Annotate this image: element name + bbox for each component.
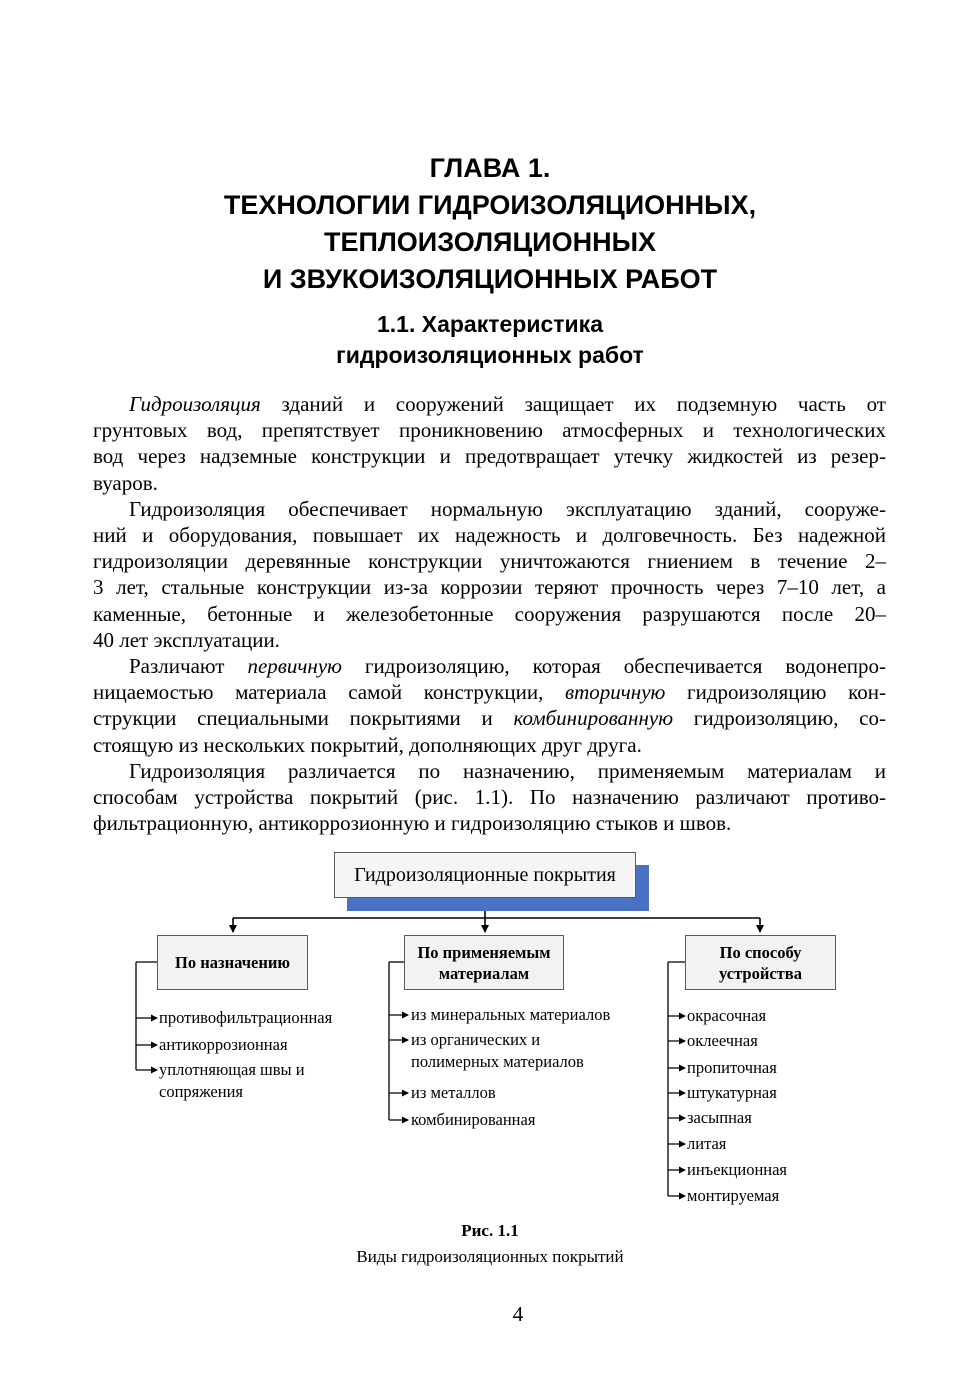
text-line: стоящую из нескольких покрытий, дополняющих друг друга. (93, 732, 642, 757)
text-line: струкции специальными покрытиями и комбинированную гидроизоляцию, со- (93, 706, 886, 731)
list-item: монтируемая (687, 1186, 780, 1205)
text-line: 3 лет, стальные конструкции из-за коррозии теряют прочность через 7–10 лет, а (93, 575, 886, 600)
list-item: штукатурная (687, 1083, 777, 1102)
list-item: уплотняющая швы и (159, 1060, 305, 1079)
chapter-heading-line: ТЕХНОЛОГИИ ГИДРОИЗОЛЯЦИОННЫХ, (223, 190, 757, 220)
figure-title: Рис. 1.1 (461, 1221, 519, 1240)
text-line: вуаров. (93, 470, 158, 495)
section-heading-line: гидроизоляционных работ (336, 342, 644, 368)
text-line: Гидроизоляция обеспечивает нормальную эксплуатацию зданий, сооруже- (129, 496, 886, 521)
term-italic: вторичную (564, 680, 666, 705)
list-item: противофильтрационная (159, 1008, 333, 1027)
text-line: ний и оборудования, повышает их надежность и долговечность. Без надежной (93, 523, 886, 548)
list-item: комбинированная (411, 1110, 536, 1129)
text-line: Различают первичную гидроизоляцию, которая обеспечивается водонепро- (129, 654, 886, 679)
category-label: устройства (719, 963, 802, 983)
text-line: ницаемостью материала самой конструкции, вторичную гидроизоляцию кон- (93, 680, 887, 705)
term-italic: Гидроизоляция (129, 392, 261, 416)
list-item: сопряжения (159, 1082, 243, 1101)
list-item: окрасочная (687, 1006, 767, 1025)
category-label: По назначению (175, 953, 290, 972)
chapter-heading-line: ГЛАВА 1. (429, 153, 551, 183)
text-line: грунтовых вод, препятствует проникновению атмосферных и технологических (93, 418, 886, 443)
root-box-label: Гидроизоляционные покрытия (354, 863, 616, 886)
category-box-purpose (157, 935, 308, 990)
category-label: По способу (719, 942, 802, 962)
list-item: из органических и (411, 1030, 541, 1049)
category-box-materials (404, 935, 564, 990)
section-heading-line: 1.1. Характеристика (377, 311, 603, 337)
category-label: материалам (438, 963, 530, 983)
term-italic: комбинированную (513, 706, 674, 731)
root-box (334, 852, 636, 898)
category-label: По применяемым (417, 942, 551, 962)
text-line: вод через надземные конструкции и предотвращает утечку жидкостей из резер- (93, 444, 886, 469)
text-line: Гидроизоляция зданий и сооружений защищает их подземную часть от (129, 392, 886, 416)
list-item: пропиточная (687, 1058, 777, 1077)
page-number: 4 (512, 1302, 524, 1326)
chapter-heading-line: И ЗВУКОИЗОЛЯЦИОННЫХ РАБОТ (262, 264, 718, 294)
category-box-method (685, 935, 836, 990)
list-item: антикоррозионная (159, 1035, 288, 1054)
list-item: оклеечная (687, 1031, 758, 1050)
list-item: полимерных материалов (411, 1052, 584, 1071)
text-line: способам устройства покрытий (рис. 1.1). По назначению различают противо- (93, 785, 886, 810)
text-line: 40 лет эксплуатации. (93, 627, 280, 652)
text-line: Гидроизоляция различается по назначению, применяемым материалам и (129, 758, 886, 783)
text-line: фильтрационную, антикоррозионную и гидроизоляцию стыков и швов. (93, 811, 732, 836)
list-item: засыпная (687, 1108, 752, 1127)
figure-caption: Виды гидроизоляционных покрытий (356, 1247, 624, 1266)
list-item: литая (687, 1134, 727, 1153)
text-line: каменные, бетонные и железобетонные сооружения разрушаются после 20– (93, 601, 886, 626)
list-item: из минеральных материалов (411, 1005, 611, 1024)
list-item: из металлов (411, 1083, 496, 1102)
text-line: гидроизоляции деревянные конструкции уничтожаются гниением в течение 2– (93, 549, 886, 574)
chapter-heading-line: ТЕПЛОИЗОЛЯЦИОННЫХ (323, 227, 657, 257)
term-italic: первичную (247, 654, 342, 679)
list-item: инъекционная (687, 1160, 788, 1179)
